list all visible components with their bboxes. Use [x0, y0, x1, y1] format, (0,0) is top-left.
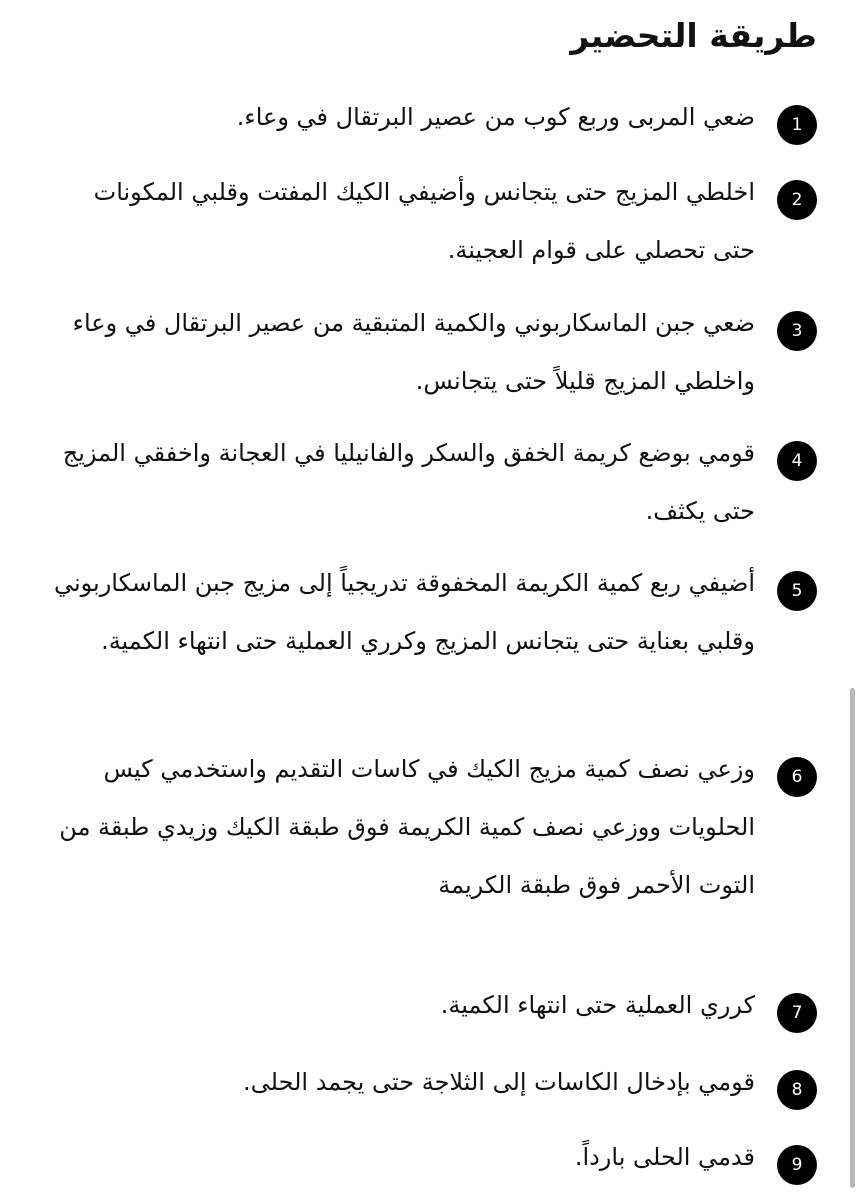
step-number-badge: 6: [777, 757, 817, 797]
step-number-badge: 5: [777, 571, 817, 611]
step-item-5: [47, 554, 817, 670]
step-item-7: [47, 976, 817, 1034]
step-text: ضعي المربى وربع كوب من عصير البرتقال في وعاء.: [236, 103, 755, 131]
step-text: قدمي الحلى بارداً.: [574, 1143, 755, 1171]
step-text: قومي بإدخال الكاسات إلى الثلاجة حتى يجمد الحلى.: [243, 1068, 755, 1096]
step-number-badge: 8: [777, 1070, 817, 1110]
step-number-badge: 4: [777, 441, 817, 481]
step-number-badge: 7: [777, 993, 817, 1033]
page-title: طريقة التحضير: [570, 16, 817, 55]
step-text: أضيفي ربع كمية الكريمة المخفوقة تدريجياً إلى مزيج جبن الماسكاربوني وقلبي بعناية حتى يتجانس المزيج وكرري العملية حتى انتهاء الكمية.: [53, 569, 755, 655]
step-number-badge: 1: [777, 105, 817, 145]
step-item-1: [47, 88, 817, 146]
step-item-9: [47, 1128, 817, 1186]
step-number-badge: 9: [777, 1145, 817, 1185]
step-number-badge: 2: [777, 180, 817, 220]
step-item-6: [47, 740, 817, 914]
step-text: وزعي نصف كمية مزيج الكيك في كاسات التقديم واستخدمي كيس الحلويات ووزعي نصف كمية الكريمة فوق طبقة الكيك وزيدي طبقة من التوت الأحمر فوق طبقة الكريمة: [59, 755, 755, 899]
step-text: قومي بوضع كريمة الخفق والسكر والفانيليا في العجانة واخفقي المزيج حتى يكثف.: [62, 439, 755, 525]
step-text: كرري العملية حتى انتهاء الكمية.: [440, 991, 755, 1019]
step-item-8: [47, 1053, 817, 1111]
step-text: ضعي جبن الماسكاربوني والكمية المتبقية من عصير البرتقال في وعاء واخلطي المزيج قليلاً حتى يتجانس.: [72, 309, 755, 395]
step-item-4: [47, 424, 817, 540]
scrollbar-thumb[interactable]: [850, 688, 855, 1188]
step-item-2: [47, 163, 817, 279]
step-text: اخلطي المزيج حتى يتجانس وأضيفي الكيك المفتت وقلبي المكونات حتى تحصلي على قوام العجينة.: [93, 178, 755, 264]
step-number-badge: 3: [777, 311, 817, 351]
step-item-3: [47, 294, 817, 410]
